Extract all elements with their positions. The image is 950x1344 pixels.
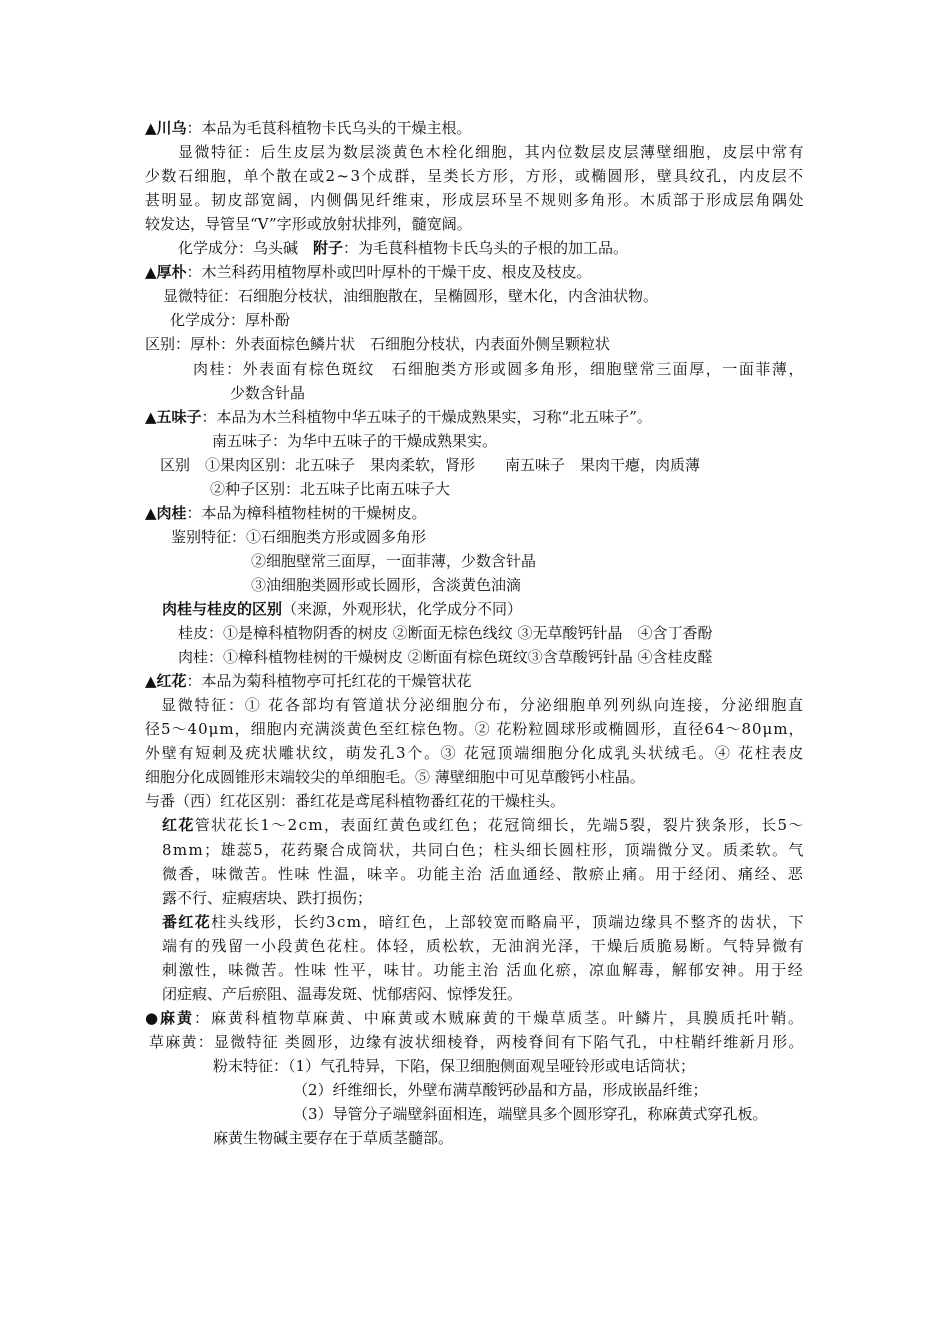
text-line bbox=[145, 1006, 805, 1030]
text-line bbox=[145, 741, 805, 765]
text-run: 化学成分：乌头碱 bbox=[178, 239, 314, 258]
bold-heading: ▲川乌 bbox=[145, 119, 187, 137]
text-line bbox=[162, 934, 805, 958]
text-line bbox=[162, 813, 805, 837]
text-run: 化学成分：厚朴酚 bbox=[170, 311, 291, 330]
text-line bbox=[163, 284, 658, 308]
text-line bbox=[178, 140, 805, 164]
text-line bbox=[230, 381, 305, 405]
text-run: 微香，味微苦。性味 性温，味辛。功能主治 活血通经、散瘀止痛。用于经闭、痛经、恶 bbox=[162, 864, 805, 883]
text-line bbox=[212, 429, 497, 453]
bold-heading: ▲肉桂 bbox=[145, 503, 187, 522]
text-run: 南五味子：为华中五味子的干燥成熟果实。 bbox=[212, 431, 498, 450]
text-run: 管状花长1～2cm，表面红黄色或红色；花冠筒细长，先端5裂，裂片狭条形，长5～ bbox=[194, 816, 805, 835]
text-run: 甚明显。韧皮部宽阔，内侧偶见纤维束，形成层环呈不规则多角形。木质部于形成层角隅处 bbox=[145, 191, 806, 210]
text-line bbox=[145, 260, 592, 284]
text-line bbox=[162, 982, 522, 1006]
text-line bbox=[178, 236, 628, 260]
text-line bbox=[213, 1126, 453, 1150]
text-run: （3）导管分子端壁斜面相连，端壁具多个圆形穿孔，称麻黄式穿孔板。 bbox=[293, 1105, 768, 1124]
text-line bbox=[251, 573, 521, 597]
text-run: 刺激性，味微苦。性味 性平，味甘。功能主治 活血化瘀，凉血解毒，解郁安神。用于经 bbox=[162, 960, 805, 979]
text-line bbox=[145, 164, 804, 188]
text-run: ：木兰科药用植物厚朴或凹叶厚朴的干燥干皮、根皮及枝皮。 bbox=[186, 263, 592, 282]
text-line bbox=[160, 453, 700, 477]
text-run: ③油细胞类圆形或长圆形，含淡黄色油滴 bbox=[251, 575, 522, 594]
text-line bbox=[149, 1030, 805, 1054]
text-run: 8mm；雄蕊5，花药聚合成筒状，共同白色；柱头细长圆柱形，顶端微分叉。质柔软。气 bbox=[162, 840, 805, 859]
text-run: 桂皮：①是樟科植物阴香的树皮 ②断面无棕色线纹 ③无草酸钙针晶 ④含丁香酚 bbox=[178, 624, 713, 643]
text-run: ②种子区别：北五味子比南五味子大 bbox=[210, 479, 451, 498]
text-line bbox=[171, 525, 426, 549]
text-run: 少数石细胞，单个散在或2~3个成群，呈类长方形，方形，或椭圆形，壁具纹孔，内皮层不 bbox=[145, 167, 805, 186]
text-line bbox=[178, 645, 713, 669]
text-run: 显微特征：① 花各部均有管道状分泌细胞分布，分泌细胞单列列纵向连接，分泌细胞直 bbox=[161, 696, 805, 715]
text-run: （2）纤维细长，外壁布满草酸钙砂晶和方晶，形成嵌晶纤维； bbox=[293, 1081, 708, 1099]
text-run: 区别 ①果肉区别：北五味子 果肉柔软，肾形 南五味子 果肉干瘪，肉质薄 bbox=[160, 455, 701, 474]
text-run: 显微特征：后生皮层为数层淡黄色木栓化细胞，其内位数层皮层薄壁细胞，皮层中常有 bbox=[178, 143, 806, 162]
text-run: 较发达，导管呈“V”字形或放射状排列，髓宽阔。 bbox=[145, 215, 472, 234]
text-run: 柱头线形，长约3cm，暗红色，上部较宽而略扁平，顶端边缘具不整齐的齿状，下 bbox=[211, 912, 806, 931]
text-line bbox=[145, 405, 652, 429]
text-run: 闭症瘕、产后瘀阻、温毒发斑、忧郁痞闷、惊悸发狂。 bbox=[162, 984, 523, 1003]
text-line bbox=[145, 116, 472, 140]
text-run: 显微特征：石细胞分枝状，油细胞散在，呈椭圆形，壁木化，内含油状物。 bbox=[163, 287, 659, 306]
text-line bbox=[162, 910, 805, 934]
text-run: 肉桂：外表面有棕色斑纹 石细胞类方形或圆多角形，细胞壁常三面厚，一面菲薄， bbox=[193, 359, 805, 378]
text-line bbox=[162, 886, 372, 910]
text-run: 区别：厚朴：外表面棕色鳞片状 石细胞分枝状，内表面外侧呈颗粒状 bbox=[145, 335, 611, 354]
bold-heading: ▲五味子 bbox=[145, 407, 202, 426]
text-line bbox=[145, 717, 805, 741]
text-run: 露不行、症瘕痞块、跌打损伤； bbox=[162, 888, 373, 907]
text-run: 外壁有短刺及疣状雕状纹，萌发孔3个。③ 花冠顶端细胞分化成乳头状绒毛。④ 花柱表皮 bbox=[145, 744, 806, 763]
text-run: 端有的残留一小段黄色花柱。体轻，质松软，无油润光泽，干燥后质脆易断。气特异微有 bbox=[162, 936, 806, 955]
text-line bbox=[162, 597, 522, 621]
text-line bbox=[251, 549, 536, 573]
text-line bbox=[162, 958, 804, 982]
bold-heading: 红花 bbox=[162, 816, 195, 835]
bold-heading: ●麻黄 bbox=[145, 1008, 194, 1027]
text-line bbox=[210, 477, 450, 501]
text-line bbox=[145, 765, 645, 789]
text-run: ②细胞壁常三面厚，一面菲薄，少数含针晶 bbox=[251, 551, 537, 570]
text-run: 鉴别特征：①石细胞类方形或圆多角形 bbox=[171, 527, 427, 546]
bold-heading: ▲厚朴 bbox=[145, 263, 187, 282]
text-line bbox=[145, 501, 427, 525]
text-run: 细胞分化成圆锥形末端较尖的单细胞毛。⑤ 薄壁细胞中可见草酸钙小柱晶。 bbox=[145, 768, 645, 787]
text-run: ：本品为毛茛科植物卡氏乌头的干燥主根。 bbox=[186, 119, 472, 137]
text-line bbox=[293, 1078, 708, 1102]
text-line bbox=[193, 357, 805, 381]
text-line bbox=[178, 621, 713, 645]
text-line bbox=[145, 188, 805, 212]
text-run: ：本品为木兰科植物中华五味子的干燥成熟果实，习称“北五味子”。 bbox=[201, 407, 652, 426]
text-run: 粉末特征：（1）气孔特异，下陷，保卫细胞侧面观呈哑铃形或电话筒状； bbox=[213, 1056, 696, 1075]
bold-heading: ▲红花 bbox=[145, 672, 187, 691]
text-run: ：麻黄科植物草麻黄、中麻黄或木贼麻黄的干燥草质茎。叶鳞片，具膜质托叶鞘。 bbox=[194, 1008, 805, 1027]
text-line bbox=[161, 693, 805, 717]
text-line bbox=[145, 212, 472, 236]
text-run: 径5～40μm，细胞内充满淡黄色至红棕色物。② 花粉粒圆球形或椭圆形，直径64～80μm， bbox=[145, 720, 805, 739]
text-run: ：为毛茛科植物卡氏乌头的子根的加工品。 bbox=[343, 239, 629, 258]
text-line bbox=[145, 332, 610, 356]
text-run: （来源，外观形状，化学成分不同） bbox=[282, 600, 523, 618]
text-line bbox=[162, 862, 804, 886]
bold-heading: 番红花 bbox=[162, 912, 212, 931]
text-run: 麻黄生物碱主要存在于草质茎髓部。 bbox=[213, 1129, 454, 1148]
text-line bbox=[293, 1102, 768, 1126]
text-line bbox=[162, 838, 805, 862]
text-run: 草麻黄：显微特征 类圆形，边缘有波状细棱脊，两棱脊间有下陷气孔，中柱鞘纤维新月形。 bbox=[149, 1032, 805, 1051]
text-run: ：本品为菊科植物亭可托红花的干燥管状花 bbox=[186, 672, 472, 691]
text-line bbox=[145, 789, 565, 813]
text-line bbox=[145, 669, 472, 693]
bold-heading: 肉桂与桂皮的区别 bbox=[162, 600, 283, 618]
text-run: 肉桂：①樟科植物桂树的干燥树皮 ②断面有棕色斑纹③含草酸钙针晶 ④含桂皮醛 bbox=[178, 648, 713, 667]
text-line bbox=[213, 1054, 695, 1078]
text-run: 与番（西）红花区别：番红花是鸢尾科植物番红花的干燥柱头。 bbox=[145, 792, 566, 811]
text-run: 少数含针晶 bbox=[230, 383, 306, 402]
bold-heading: 附子 bbox=[313, 239, 344, 258]
text-line bbox=[170, 308, 290, 332]
text-run: ：本品为樟科植物桂树的干燥树皮。 bbox=[186, 503, 427, 522]
